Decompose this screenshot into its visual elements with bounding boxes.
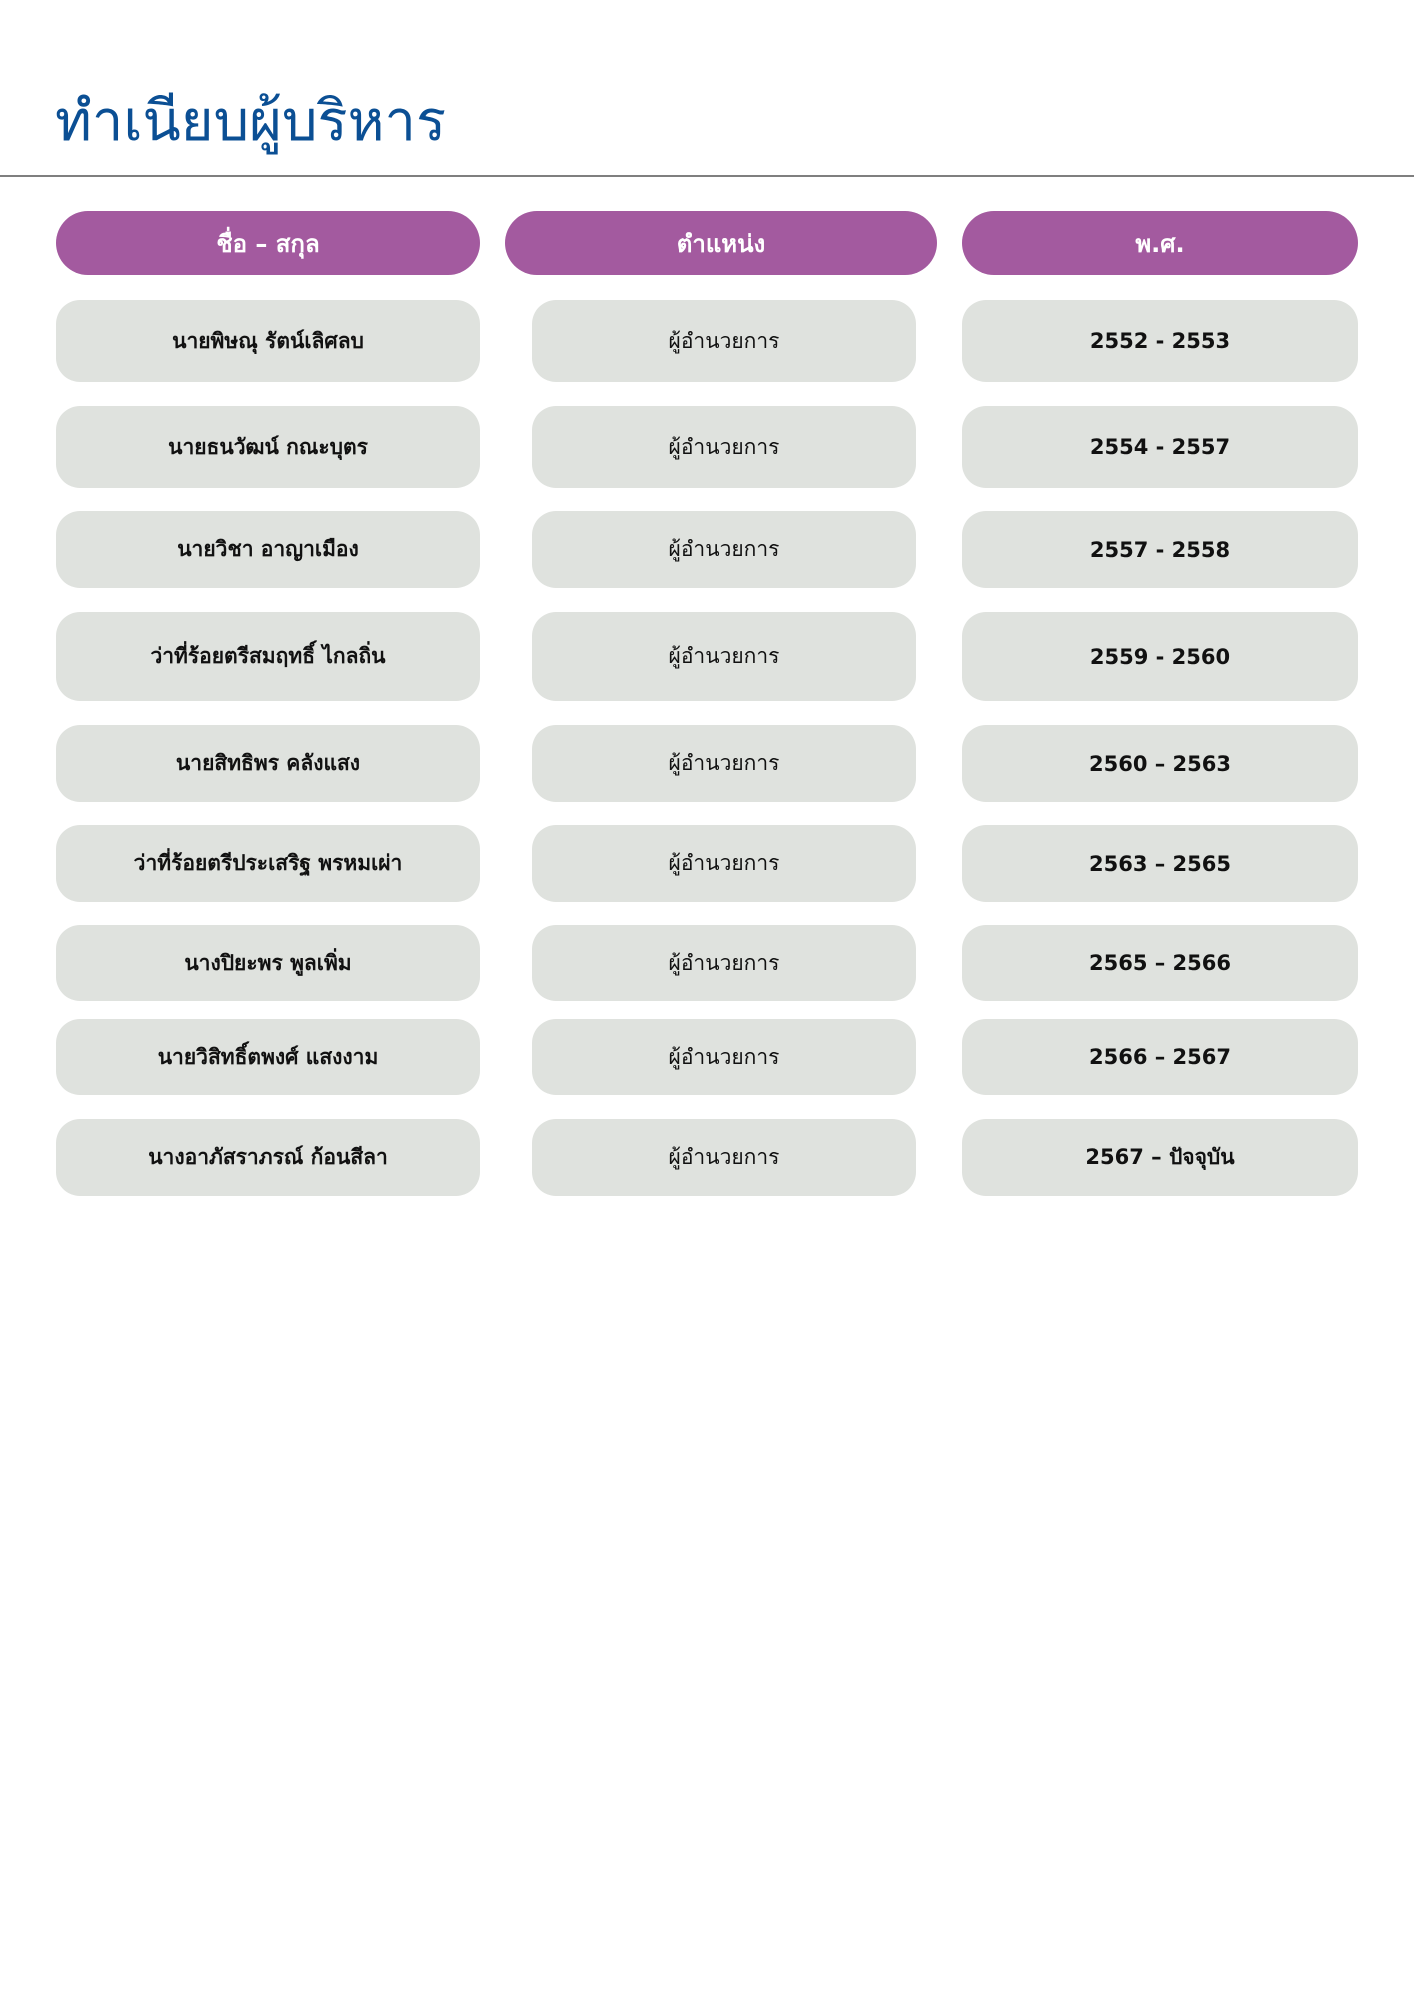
name-cell: นางปิยะพร พูลเพิ่ม — [56, 925, 480, 1001]
years-cell: 2566 – 2567 — [962, 1019, 1358, 1095]
header-name: ชื่อ – สกุล — [56, 211, 480, 275]
header-position: ตำแหน่ง — [505, 211, 937, 275]
position-cell: ผู้อำนวยการ — [532, 725, 916, 802]
years-cell: 2560 – 2563 — [962, 725, 1358, 802]
name-cell: นายวิสิทธิ์ตพงศ์ แสงงาม — [56, 1019, 480, 1095]
position-cell: ผู้อำนวยการ — [532, 612, 916, 701]
name-cell: นายสิทธิพร คลังแสง — [56, 725, 480, 802]
years-cell: 2563 – 2565 — [962, 825, 1358, 902]
years-cell: 2567 – ปัจจุบัน — [962, 1119, 1358, 1196]
years-cell: 2554 - 2557 — [962, 406, 1358, 488]
page-title: ทำเนียบผู้บริหาร — [55, 89, 447, 154]
name-cell: ว่าที่ร้อยตรีสมฤทธิ์ ไกลถิ่น — [56, 612, 480, 701]
position-cell: ผู้อำนวยการ — [532, 1119, 916, 1196]
position-cell: ผู้อำนวยการ — [532, 406, 916, 488]
years-cell: 2552 - 2553 — [962, 300, 1358, 382]
position-cell: ผู้อำนวยการ — [532, 511, 916, 588]
name-cell: นายพิษณุ รัตน์เลิศลบ — [56, 300, 480, 382]
position-cell: ผู้อำนวยการ — [532, 925, 916, 1001]
title-divider — [0, 175, 1414, 177]
years-cell: 2565 – 2566 — [962, 925, 1358, 1001]
position-cell: ผู้อำนวยการ — [532, 1019, 916, 1095]
position-cell: ผู้อำนวยการ — [532, 825, 916, 902]
position-cell: ผู้อำนวยการ — [532, 300, 916, 382]
years-cell: 2559 - 2560 — [962, 612, 1358, 701]
name-cell: นายธนวัฒน์ กณะบุตร — [56, 406, 480, 488]
header-years: พ.ศ. — [962, 211, 1358, 275]
name-cell: นายวิชา อาญาเมือง — [56, 511, 480, 588]
years-cell: 2557 - 2558 — [962, 511, 1358, 588]
name-cell: นางอาภัสราภรณ์ ก้อนสีลา — [56, 1119, 480, 1196]
name-cell: ว่าที่ร้อยตรีประเสริฐ พรหมเผ่า — [56, 825, 480, 902]
